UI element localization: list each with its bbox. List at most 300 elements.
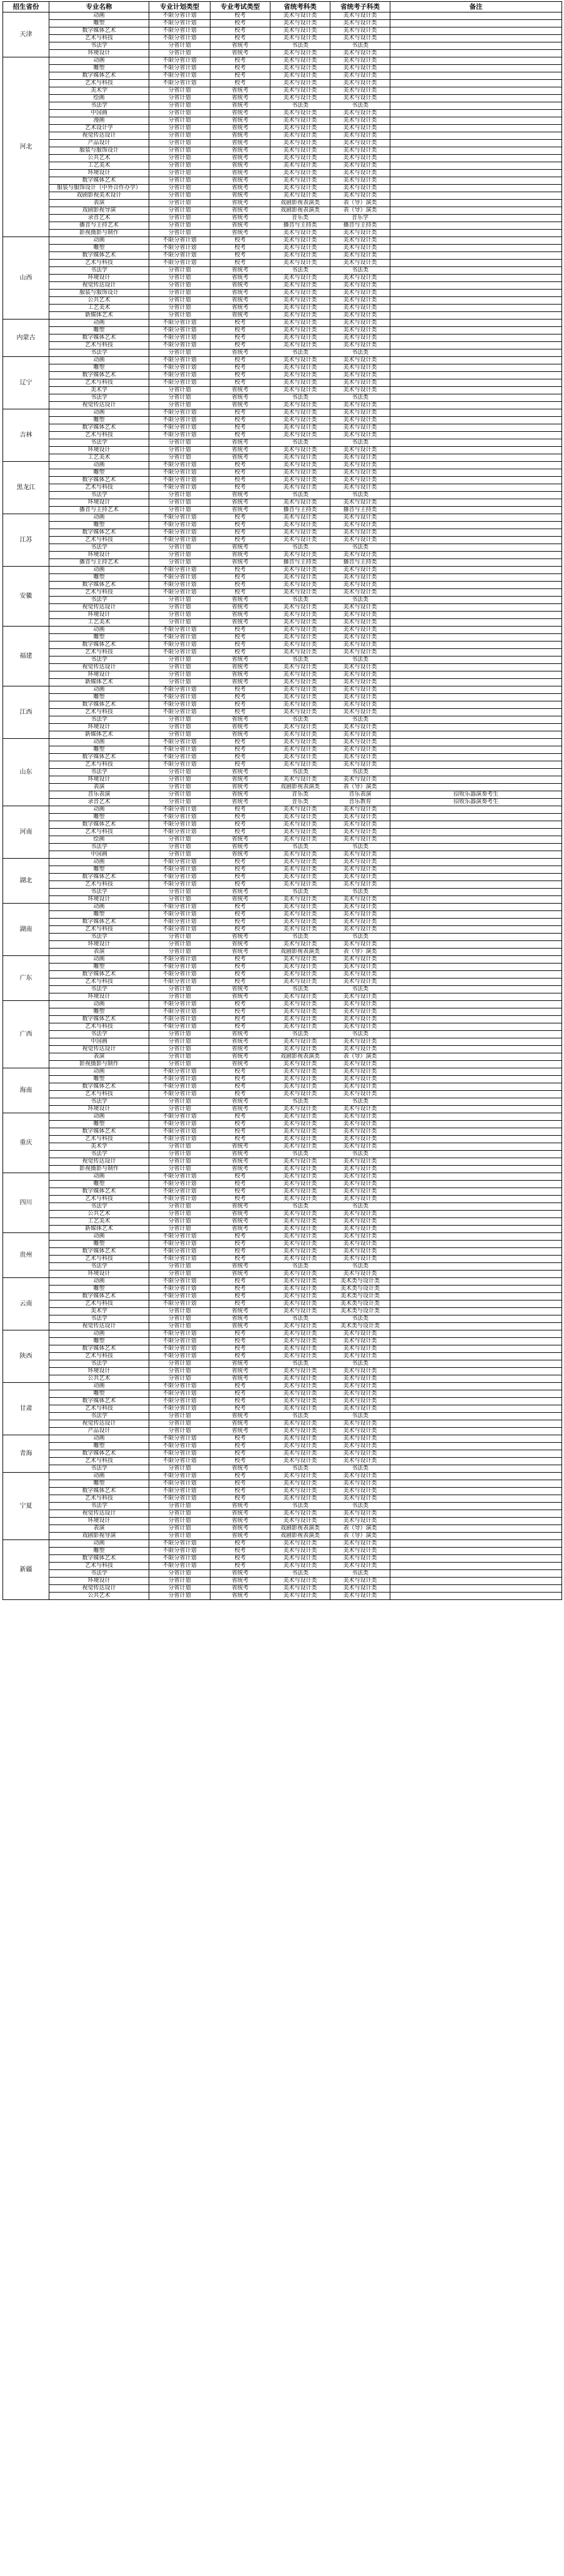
- exam-type-cell: 省统考: [210, 222, 270, 230]
- exam-subcategory-cell: 美术与设计类: [330, 574, 390, 582]
- remarks-cell: [390, 604, 562, 612]
- remarks-cell: [390, 1293, 562, 1300]
- major-name-cell: 动画: [49, 739, 149, 746]
- remarks-cell: [390, 87, 562, 95]
- table-row: [3, 282, 562, 290]
- plan-type-cell: 分省计划: [149, 552, 210, 559]
- table-row: [3, 409, 562, 417]
- table-row: [3, 57, 562, 65]
- table-row: [3, 904, 562, 911]
- major-name-cell: 艺术与科技: [49, 709, 149, 716]
- exam-subcategory-cell: 美术与设计类: [330, 1330, 390, 1338]
- plan-type-cell: 不限分省计划: [149, 567, 210, 574]
- exam-category-cell: 美术与设计类: [270, 978, 330, 986]
- exam-subcategory-cell: 书法类: [330, 267, 390, 275]
- remarks-cell: [390, 1068, 562, 1076]
- exam-subcategory-cell: 美术与设计类: [330, 132, 390, 140]
- major-name-cell: 公共艺术: [49, 1211, 149, 1218]
- exam-subcategory-cell: 美术与设计类: [330, 305, 390, 312]
- exam-type-cell: 校考: [210, 1540, 270, 1548]
- plan-type-cell: 分省计划: [149, 87, 210, 95]
- table-row: [3, 761, 562, 769]
- exam-category-cell: 美术与设计类: [270, 409, 330, 417]
- major-name-cell: 产品设计: [49, 140, 149, 147]
- remarks-cell: [390, 1061, 562, 1068]
- remarks-cell: [390, 1555, 562, 1563]
- table-row: [3, 237, 562, 245]
- plan-type-cell: 分省计划: [149, 656, 210, 664]
- exam-subcategory-cell: 书法类: [330, 1151, 390, 1158]
- major-name-cell: 戏剧影视导演: [49, 207, 149, 215]
- remarks-cell: [390, 1038, 562, 1046]
- table-row: [3, 342, 562, 349]
- table-row: [3, 102, 562, 110]
- exam-subcategory-cell: 美术与设计类: [330, 454, 390, 462]
- exam-category-cell: 美术与设计类: [270, 372, 330, 379]
- plan-type-cell: 分省计划: [149, 50, 210, 57]
- plan-type-cell: 不限分省计划: [149, 806, 210, 814]
- exam-type-cell: 省统考: [210, 50, 270, 57]
- exam-subcategory-cell: 美术与设计类: [330, 260, 390, 267]
- exam-category-cell: 美术与设计类: [270, 170, 330, 177]
- exam-category-cell: 美术与设计类: [270, 671, 330, 679]
- remarks-cell: [390, 1300, 562, 1308]
- exam-category-cell: 美术与设计类: [270, 1233, 330, 1241]
- exam-subcategory-cell: 美术与设计类: [330, 1578, 390, 1585]
- exam-type-cell: 校考: [210, 701, 270, 709]
- exam-category-cell: 美术与设计类: [270, 305, 330, 312]
- exam-subcategory-cell: 美术与设计类: [330, 297, 390, 305]
- exam-category-cell: 书法类: [270, 42, 330, 50]
- exam-category-cell: 美术与设计类: [270, 162, 330, 170]
- major-name-cell: 环境设计: [49, 50, 149, 57]
- plan-type-cell: 不限分省计划: [149, 1248, 210, 1256]
- major-name-cell: 环境设计: [49, 275, 149, 282]
- exam-subcategory-cell: 美术与设计类: [330, 50, 390, 57]
- plan-type-cell: 分省计划: [149, 1413, 210, 1420]
- remarks-cell: [390, 462, 562, 469]
- major-name-cell: 书法学: [49, 1360, 149, 1368]
- major-name-cell: 环境设计: [49, 776, 149, 784]
- remarks-cell: [390, 612, 562, 619]
- remarks-cell: [390, 784, 562, 791]
- table-row: [3, 971, 562, 978]
- exam-category-cell: 美术与设计类: [270, 941, 330, 949]
- exam-subcategory-cell: 书法类: [330, 1031, 390, 1038]
- exam-subcategory-cell: 播音与主持类: [330, 559, 390, 567]
- exam-category-cell: 美术与设计类: [270, 290, 330, 297]
- remarks-cell: [390, 679, 562, 686]
- exam-type-cell: 省统考: [210, 679, 270, 686]
- exam-type-cell: 校考: [210, 1023, 270, 1031]
- major-name-cell: 雕塑: [49, 634, 149, 642]
- exam-type-cell: 校考: [210, 739, 270, 746]
- exam-subcategory-cell: 书法类: [330, 1570, 390, 1578]
- remarks-cell: [390, 207, 562, 215]
- major-name-cell: 数字媒体艺术: [49, 919, 149, 926]
- plan-type-cell: 分省计划: [149, 1046, 210, 1053]
- table-row: [3, 1263, 562, 1271]
- remarks-cell: [390, 709, 562, 716]
- table-row: [3, 147, 562, 155]
- exam-category-cell: 美术与设计类: [270, 1286, 330, 1293]
- exam-category-cell: 美术与设计类: [270, 1136, 330, 1143]
- exam-subcategory-cell: 美术与设计类: [330, 372, 390, 379]
- exam-type-cell: 校考: [210, 1278, 270, 1286]
- exam-type-cell: 省统考: [210, 1158, 270, 1166]
- exam-subcategory-cell: 美术与设计类: [330, 1271, 390, 1278]
- exam-type-cell: 校考: [210, 814, 270, 821]
- table-row: [3, 791, 562, 799]
- exam-type-cell: 校考: [210, 567, 270, 574]
- plan-type-cell: 分省计划: [149, 1263, 210, 1271]
- major-name-cell: 视觉传达设计: [49, 1323, 149, 1330]
- province-cell: 吉林: [3, 409, 49, 462]
- plan-type-cell: 分省计划: [149, 499, 210, 507]
- remarks-cell: [390, 1330, 562, 1338]
- major-name-cell: 艺术与科技: [49, 1495, 149, 1503]
- exam-subcategory-cell: 美术与设计类: [330, 312, 390, 320]
- major-name-cell: 艺术与科技: [49, 978, 149, 986]
- major-name-cell: 动画: [49, 904, 149, 911]
- major-name-cell: 雕塑: [49, 1548, 149, 1555]
- exam-category-cell: 美术与设计类: [270, 881, 330, 889]
- table-row: [3, 836, 562, 844]
- major-name-cell: 雕塑: [49, 866, 149, 874]
- major-name-cell: 艺术与科技: [49, 1023, 149, 1031]
- exam-category-cell: 美术与设计类: [270, 1428, 330, 1435]
- remarks-cell: [390, 357, 562, 364]
- remarks-cell: [390, 1405, 562, 1413]
- table-row: [3, 1248, 562, 1256]
- exam-subcategory-cell: 美术与设计类: [330, 484, 390, 492]
- exam-type-cell: 省统考: [210, 170, 270, 177]
- exam-category-cell: 美术与设计类: [270, 379, 330, 387]
- exam-subcategory-cell: 书法类: [330, 1503, 390, 1510]
- exam-category-cell: 美术与设计类: [270, 1173, 330, 1181]
- remarks-cell: [390, 1106, 562, 1113]
- plan-type-cell: 不限分省计划: [149, 859, 210, 866]
- exam-subcategory-cell: 美术与设计类: [330, 612, 390, 619]
- exam-subcategory-cell: 美术与设计类: [330, 1181, 390, 1188]
- exam-subcategory-cell: 美术与设计类: [330, 275, 390, 282]
- plan-type-cell: 不限分省计划: [149, 57, 210, 65]
- exam-subcategory-cell: 美术与设计类: [330, 185, 390, 192]
- major-name-cell: 服装与服饰设计（中外合作办学）: [49, 185, 149, 192]
- exam-subcategory-cell: 美术与设计类: [330, 290, 390, 297]
- exam-category-cell: 美术与设计类: [270, 1405, 330, 1413]
- exam-type-cell: 省统考: [210, 1360, 270, 1368]
- remarks-cell: [390, 1368, 562, 1375]
- exam-category-cell: 美术与设计类: [270, 230, 330, 237]
- exam-category-cell: 书法类: [270, 1031, 330, 1038]
- exam-type-cell: 校考: [210, 754, 270, 761]
- plan-type-cell: 分省计划: [149, 207, 210, 215]
- plan-type-cell: 分省计划: [149, 185, 210, 192]
- exam-type-cell: 省统考: [210, 1368, 270, 1375]
- exam-type-cell: 省统考: [210, 1263, 270, 1271]
- exam-subcategory-cell: 美术与设计类: [330, 1121, 390, 1128]
- remarks-cell: [390, 964, 562, 971]
- plan-type-cell: 分省计划: [149, 200, 210, 207]
- exam-category-cell: 美术与设计类: [270, 275, 330, 282]
- exam-category-cell: 美术与设计类: [270, 776, 330, 784]
- exam-subcategory-cell: 播音与主持类: [330, 222, 390, 230]
- remarks-cell: [390, 477, 562, 484]
- table-row: [3, 1068, 562, 1076]
- remarks-cell: [390, 851, 562, 859]
- table-row: [3, 1053, 562, 1061]
- remarks-cell: [390, 454, 562, 462]
- exam-subcategory-cell: 美术与设计类: [330, 1211, 390, 1218]
- table-row: [3, 305, 562, 312]
- major-name-cell: 新媒体艺术: [49, 1226, 149, 1233]
- table-row: [3, 784, 562, 791]
- remarks-cell: [390, 1113, 562, 1121]
- exam-type-cell: 省统考: [210, 889, 270, 896]
- plan-type-cell: 不限分省计划: [149, 522, 210, 529]
- exam-type-cell: 校考: [210, 417, 270, 424]
- major-name-cell: 雕塑: [49, 746, 149, 754]
- remarks-cell: [390, 424, 562, 432]
- table-row: [3, 844, 562, 851]
- exam-subcategory-cell: 美术与设计类: [330, 978, 390, 986]
- table-row: [3, 50, 562, 57]
- plan-type-cell: 不限分省计划: [149, 372, 210, 379]
- table-row: [3, 1503, 562, 1510]
- major-name-cell: 雕塑: [49, 327, 149, 334]
- exam-type-cell: 校考: [210, 761, 270, 769]
- exam-category-cell: 美术与设计类: [270, 484, 330, 492]
- exam-subcategory-cell: 美术与设计类: [330, 237, 390, 245]
- exam-subcategory-cell: 美术与设计类: [330, 649, 390, 656]
- exam-category-cell: 戏剧影视表演类: [270, 1053, 330, 1061]
- major-name-cell: 动画: [49, 859, 149, 866]
- exam-category-cell: 美术与设计类: [270, 424, 330, 432]
- exam-subcategory-cell: 美术与设计类: [330, 1383, 390, 1390]
- province-cell: 河南: [3, 806, 49, 859]
- plan-type-cell: 不限分省计划: [149, 1390, 210, 1398]
- plan-type-cell: 不限分省计划: [149, 739, 210, 746]
- major-name-cell: 服装与服饰设计: [49, 290, 149, 297]
- exam-subcategory-cell: 美术与设计类: [330, 904, 390, 911]
- exam-type-cell: 省统考: [210, 312, 270, 320]
- plan-type-cell: 不限分省计划: [149, 814, 210, 821]
- exam-type-cell: 省统考: [210, 552, 270, 559]
- exam-type-cell: 省统考: [210, 1226, 270, 1233]
- major-name-cell: 数字媒体艺术: [49, 754, 149, 761]
- plan-type-cell: 分省计划: [149, 619, 210, 627]
- remarks-cell: [390, 1188, 562, 1196]
- exam-subcategory-cell: 美术与设计类: [330, 1495, 390, 1503]
- exam-subcategory-cell: 美术与设计类: [330, 1158, 390, 1166]
- remarks-cell: [390, 986, 562, 993]
- header-exam-type: 专业考试类型: [210, 2, 270, 12]
- exam-type-cell: 校考: [210, 1473, 270, 1480]
- exam-category-cell: 美术与设计类: [270, 1375, 330, 1383]
- remarks-cell: [390, 1158, 562, 1166]
- exam-type-cell: 省统考: [210, 192, 270, 200]
- exam-category-cell: 美术与设计类: [270, 1046, 330, 1053]
- province-cell: 云南: [3, 1278, 49, 1330]
- exam-type-cell: 省统考: [210, 1271, 270, 1278]
- major-name-cell: 书法学: [49, 492, 149, 499]
- remarks-cell: [390, 237, 562, 245]
- remarks-cell: [390, 1151, 562, 1158]
- table-row: [3, 514, 562, 522]
- table-row: [3, 1016, 562, 1023]
- exam-type-cell: 校考: [210, 245, 270, 252]
- major-name-cell: 数字媒体艺术: [49, 874, 149, 881]
- table-row: [3, 1593, 562, 1600]
- exam-type-cell: 校考: [210, 859, 270, 866]
- exam-type-cell: 省统考: [210, 1465, 270, 1473]
- table-row: [3, 1548, 562, 1555]
- exam-subcategory-cell: 表（导）演类: [330, 1053, 390, 1061]
- province-cell: 福建: [3, 627, 49, 686]
- exam-type-cell: 省统考: [210, 110, 270, 117]
- table-row: [3, 1241, 562, 1248]
- plan-type-cell: 不限分省计划: [149, 956, 210, 964]
- remarks-cell: [390, 222, 562, 230]
- exam-category-cell: 书法类: [270, 267, 330, 275]
- table-row: [3, 439, 562, 447]
- exam-category-cell: 美术与设计类: [270, 1181, 330, 1188]
- province-cell: 辽宁: [3, 357, 49, 409]
- exam-category-cell: 美术与设计类: [270, 57, 330, 65]
- plan-type-cell: 分省计划: [149, 851, 210, 859]
- exam-subcategory-cell: 美术与设计类: [330, 896, 390, 904]
- exam-category-cell: 美术与设计类: [270, 402, 330, 409]
- remarks-cell: [390, 739, 562, 746]
- plan-type-cell: 分省计划: [149, 110, 210, 117]
- table-row: [3, 949, 562, 956]
- exam-category-cell: 戏剧影视表演类: [270, 207, 330, 215]
- major-name-cell: 公共艺术: [49, 297, 149, 305]
- major-name-cell: 艺术与科技: [49, 342, 149, 349]
- exam-type-cell: 省统考: [210, 1061, 270, 1068]
- remarks-cell: [390, 469, 562, 477]
- plan-type-cell: 分省计划: [149, 986, 210, 993]
- plan-type-cell: 分省计划: [149, 140, 210, 147]
- exam-type-cell: 省统考: [210, 1503, 270, 1510]
- remarks-cell: [390, 50, 562, 57]
- remarks-cell: [390, 544, 562, 552]
- major-name-cell: 数字媒体艺术: [49, 177, 149, 185]
- plan-type-cell: 不限分省计划: [149, 829, 210, 836]
- major-name-cell: 书法学: [49, 1570, 149, 1578]
- exam-type-cell: 省统考: [210, 162, 270, 170]
- table-row: [3, 1428, 562, 1435]
- exam-subcategory-cell: 书法类: [330, 544, 390, 552]
- plan-type-cell: 不限分省计划: [149, 1300, 210, 1308]
- remarks-cell: [390, 1578, 562, 1585]
- exam-type-cell: 省统考: [210, 140, 270, 147]
- major-name-cell: 雕塑: [49, 1008, 149, 1016]
- remarks-cell: [390, 934, 562, 941]
- exam-category-cell: 美术与设计类: [270, 125, 330, 132]
- plan-type-cell: 不限分省计划: [149, 686, 210, 694]
- exam-type-cell: 省统考: [210, 305, 270, 312]
- exam-subcategory-cell: 美术与设计类: [330, 1128, 390, 1136]
- exam-category-cell: 美术与设计类: [270, 1293, 330, 1300]
- major-name-cell: 环境设计: [49, 552, 149, 559]
- remarks-cell: [390, 1278, 562, 1286]
- remarks-cell: [390, 484, 562, 492]
- exam-type-cell: 校考: [210, 694, 270, 701]
- table-row: [3, 1375, 562, 1383]
- major-name-cell: 动画: [49, 686, 149, 694]
- plan-type-cell: 分省计划: [149, 1166, 210, 1173]
- plan-type-cell: 分省计划: [149, 1518, 210, 1525]
- remarks-cell: [390, 1076, 562, 1083]
- remarks-cell: [390, 1570, 562, 1578]
- exam-type-cell: 省统考: [210, 290, 270, 297]
- major-name-cell: 艺术与科技: [49, 1300, 149, 1308]
- table-row: [3, 394, 562, 402]
- major-name-cell: 雕塑: [49, 1480, 149, 1488]
- remarks-cell: [390, 866, 562, 874]
- major-name-cell: 动画: [49, 1233, 149, 1241]
- exam-type-cell: 校考: [210, 462, 270, 469]
- exam-subcategory-cell: 美术与设计类: [330, 1443, 390, 1450]
- major-name-cell: 艺术与科技: [49, 1136, 149, 1143]
- remarks-cell: [390, 859, 562, 866]
- plan-type-cell: 不限分省计划: [149, 409, 210, 417]
- plan-type-cell: 不限分省计划: [149, 1188, 210, 1196]
- plan-type-cell: 不限分省计划: [149, 1278, 210, 1286]
- major-name-cell: 播音与主持艺术: [49, 559, 149, 567]
- exam-type-cell: 校考: [210, 1450, 270, 1458]
- province-cell: 河北: [3, 57, 49, 237]
- exam-category-cell: 美术与设计类: [270, 462, 330, 469]
- major-name-cell: 公共艺术: [49, 155, 149, 162]
- remarks-cell: [390, 814, 562, 821]
- plan-type-cell: 分省计划: [149, 769, 210, 776]
- major-name-cell: 数字媒体艺术: [49, 971, 149, 978]
- exam-category-cell: 书法类: [270, 656, 330, 664]
- major-name-cell: 视觉传达设计: [49, 1158, 149, 1166]
- exam-category-cell: 美术与设计类: [270, 1113, 330, 1121]
- exam-subcategory-cell: 美术与设计类: [330, 1563, 390, 1570]
- major-name-cell: 视觉传达设计: [49, 1046, 149, 1053]
- exam-type-cell: 校考: [210, 1488, 270, 1495]
- plan-type-cell: 不限分省计划: [149, 971, 210, 978]
- exam-category-cell: 美术与设计类: [270, 1061, 330, 1068]
- exam-type-cell: 省统考: [210, 1038, 270, 1046]
- exam-subcategory-cell: 美术与设计类: [330, 589, 390, 597]
- exam-category-cell: 美术与设计类: [270, 1458, 330, 1465]
- province-cell: 天津: [3, 12, 49, 57]
- exam-type-cell: 校考: [210, 1390, 270, 1398]
- table-row: [3, 1286, 562, 1293]
- province-cell: 湖北: [3, 859, 49, 904]
- plan-type-cell: 分省计划: [149, 612, 210, 619]
- major-name-cell: 雕塑: [49, 911, 149, 919]
- plan-type-cell: 分省计划: [149, 349, 210, 357]
- table-row: [3, 1525, 562, 1533]
- remarks-cell: [390, 110, 562, 117]
- plan-type-cell: 分省计划: [149, 664, 210, 671]
- exam-type-cell: 校考: [210, 514, 270, 522]
- exam-category-cell: 美术与设计类: [270, 147, 330, 155]
- exam-category-cell: 美术与设计类: [270, 1495, 330, 1503]
- exam-category-cell: 书法类: [270, 492, 330, 499]
- major-name-cell: 艺术与科技: [49, 829, 149, 836]
- remarks-cell: [390, 1495, 562, 1503]
- table-row: [3, 379, 562, 387]
- plan-type-cell: 不限分省计划: [149, 964, 210, 971]
